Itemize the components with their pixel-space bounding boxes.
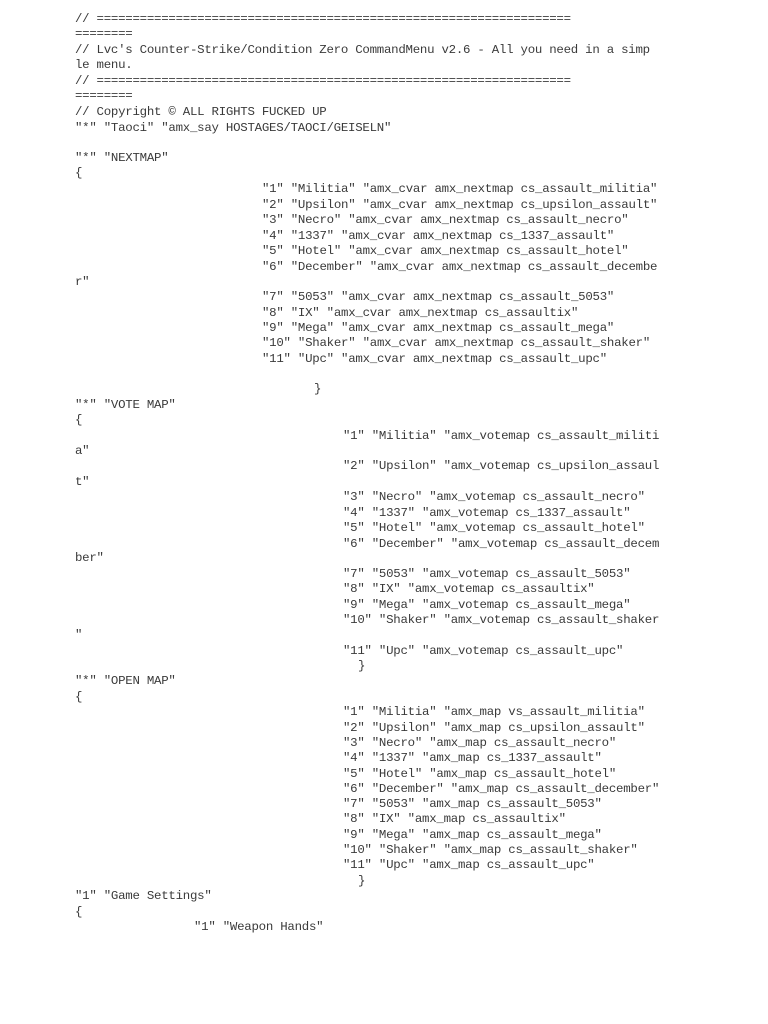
- votemap-entry-wrap: ": [75, 628, 83, 642]
- open-brace: {: [75, 905, 83, 919]
- nextmap-entry: "1" "Militia" "amx_cvar amx_nextmap cs_assault_militia": [262, 182, 658, 196]
- openmap-entry: "6" "December" "amx_map cs_assault_december": [343, 782, 660, 796]
- openmap-entry: "5" "Hotel" "amx_map cs_assault_hotel": [343, 767, 617, 781]
- votemap-heading: "*" "VOTE MAP": [75, 398, 176, 412]
- nextmap-entry: "6" "December" "amx_cvar amx_nextmap cs_assault_decembe: [262, 260, 658, 274]
- openmap-entry: "2" "Upsilon" "amx_map cs_upsilon_assault": [343, 721, 645, 735]
- close-brace: }: [358, 659, 366, 673]
- separator-line-wrap: ========: [75, 89, 133, 103]
- nextmap-entry: "11" "Upc" "amx_cvar amx_nextmap cs_assault_upc": [262, 352, 607, 366]
- nextmap-entry: "9" "Mega" "amx_cvar amx_nextmap cs_assault_mega": [262, 321, 615, 335]
- open-brace: {: [75, 166, 83, 180]
- nextmap-entry: "7" "5053" "amx_cvar amx_nextmap cs_assault_5053": [262, 290, 615, 304]
- nextmap-entry: "10" "Shaker" "amx_cvar amx_nextmap cs_assault_shaker": [262, 336, 651, 350]
- nextmap-entry-wrap: r": [75, 275, 90, 289]
- nextmap-entry: "5" "Hotel" "amx_cvar amx_nextmap cs_assault_hotel": [262, 244, 629, 258]
- copyright-comment: // Copyright © ALL RIGHTS FUCKED UP: [75, 105, 327, 119]
- votemap-entry: "8" "IX" "amx_votemap cs_assaultix": [343, 582, 595, 596]
- openmap-heading: "*" "OPEN MAP": [75, 674, 176, 688]
- game-settings-entry: "1" "Weapon Hands": [194, 920, 324, 934]
- openmap-entry: "1" "Militia" "amx_map vs_assault_militia": [343, 705, 645, 719]
- openmap-entry: "11" "Upc" "amx_map cs_assault_upc": [343, 858, 595, 872]
- game-settings-heading: "1" "Game Settings": [75, 889, 212, 903]
- close-brace: }: [314, 382, 322, 396]
- votemap-entry: "11" "Upc" "amx_votemap cs_assault_upc": [343, 644, 624, 658]
- votemap-entry: "7" "5053" "amx_votemap cs_assault_5053": [343, 567, 631, 581]
- taoci-command: "*" "Taoci" "amx_say HOSTAGES/TAOCI/GEISELN": [75, 121, 392, 135]
- openmap-entry: "10" "Shaker" "amx_map cs_assault_shaker": [343, 843, 638, 857]
- open-brace: {: [75, 690, 83, 704]
- votemap-entry: "4" "1337" "amx_votemap cs_1337_assault": [343, 506, 631, 520]
- header-comment-line: // Lvc's Counter-Strike/Condition Zero CommandMenu v2.6 - All you need in a simp: [75, 43, 650, 57]
- openmap-entry: "4" "1337" "amx_map cs_1337_assault": [343, 751, 602, 765]
- close-brace: }: [358, 874, 366, 888]
- header-comment-wrap: le menu.: [75, 58, 133, 72]
- votemap-entry-wrap: ber": [75, 551, 104, 565]
- votemap-entry: "10" "Shaker" "amx_votemap cs_assault_shaker: [343, 613, 660, 627]
- separator-line: // ==================================================================: [75, 12, 571, 26]
- open-brace: {: [75, 413, 83, 427]
- openmap-entry: "3" "Necro" "amx_map cs_assault_necro": [343, 736, 617, 750]
- votemap-entry-wrap: a": [75, 444, 90, 458]
- openmap-entry: "8" "IX" "amx_map cs_assaultix": [343, 812, 566, 826]
- votemap-entry: "6" "December" "amx_votemap cs_assault_decem: [343, 537, 660, 551]
- votemap-entry: "2" "Upsilon" "amx_votemap cs_upsilon_assaul: [343, 459, 660, 473]
- nextmap-heading: "*" "NEXTMAP": [75, 151, 169, 165]
- nextmap-entry: "4" "1337" "amx_cvar amx_nextmap cs_1337_assault": [262, 229, 615, 243]
- votemap-entry-wrap: t": [75, 475, 90, 489]
- openmap-entry: "9" "Mega" "amx_map cs_assault_mega": [343, 828, 602, 842]
- separator-line-wrap: ========: [75, 27, 133, 41]
- openmap-entry: "7" "5053" "amx_map cs_assault_5053": [343, 797, 602, 811]
- votemap-entry: "3" "Necro" "amx_votemap cs_assault_necro": [343, 490, 645, 504]
- votemap-entry: "1" "Militia" "amx_votemap cs_assault_militi: [343, 429, 660, 443]
- separator-line: // ==================================================================: [75, 74, 571, 88]
- nextmap-entry: "2" "Upsilon" "amx_cvar amx_nextmap cs_upsilon_assault": [262, 198, 658, 212]
- votemap-entry: "9" "Mega" "amx_votemap cs_assault_mega": [343, 598, 631, 612]
- votemap-entry: "5" "Hotel" "amx_votemap cs_assault_hotel": [343, 521, 645, 535]
- nextmap-entry: "8" "IX" "amx_cvar amx_nextmap cs_assaultix": [262, 306, 579, 320]
- nextmap-entry: "3" "Necro" "amx_cvar amx_nextmap cs_assault_necro": [262, 213, 629, 227]
